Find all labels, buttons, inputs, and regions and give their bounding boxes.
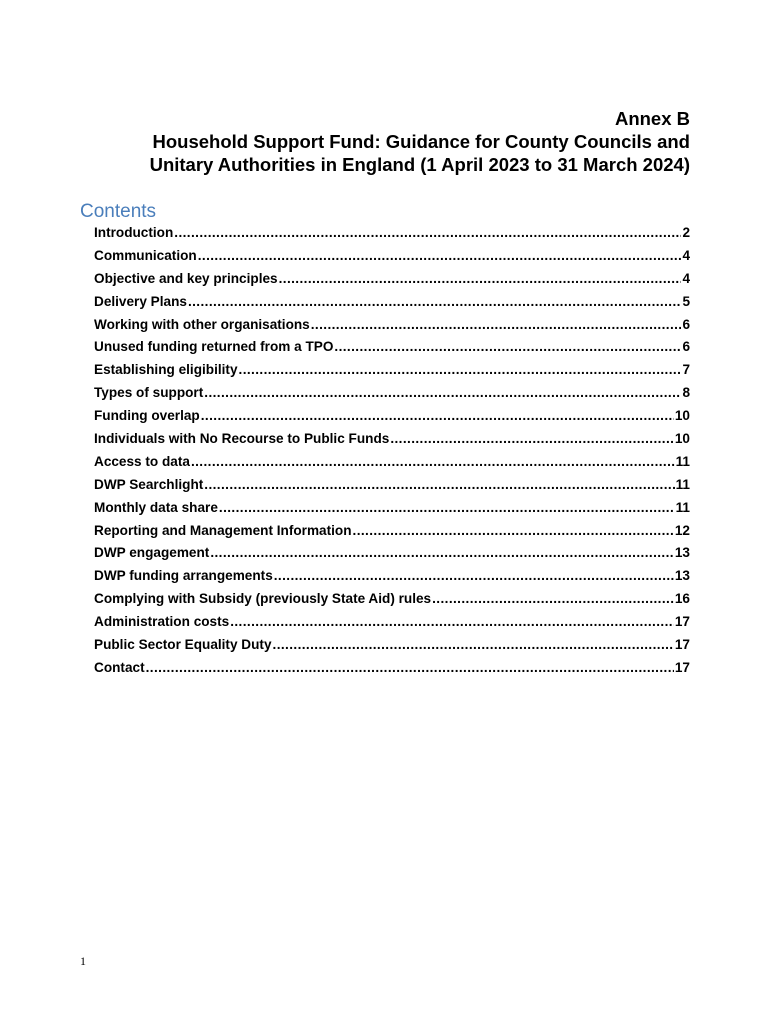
toc-entry[interactable] [94,385,690,408]
toc-entry-title[interactable]: Reporting and Management Information [94,522,352,538]
toc-dot-leader [191,454,675,470]
toc-entry[interactable] [94,225,690,248]
toc-entry-page[interactable]: 17 [674,659,690,675]
contents-heading: Contents [80,201,157,222]
document-header [80,107,690,176]
toc-dot-leader [174,225,681,241]
annex-label: Annex B [614,108,690,129]
toc-entry[interactable] [94,248,690,271]
toc-entry-title[interactable]: Establishing eligibility [94,362,238,378]
toc-dot-leader [239,362,682,378]
toc-dot-leader [219,500,675,516]
toc-dot-leader [210,545,674,561]
toc-dot-leader [198,248,682,264]
toc-entry-title[interactable]: Objective and key principles [94,270,278,286]
toc-entry[interactable] [94,660,690,683]
table-of-contents [94,225,690,683]
toc-entry-title[interactable]: Complying with Subsidy (previously State Aid) rules [94,591,432,607]
toc-entry-page[interactable]: 4 [682,270,690,286]
toc-entry[interactable] [94,431,690,454]
toc-dot-leader [279,271,682,287]
toc-entry[interactable] [94,454,690,477]
toc-entry-page[interactable]: 17 [674,637,690,653]
toc-entry-page[interactable]: 4 [682,247,690,263]
toc-entry-page[interactable]: 13 [674,568,690,584]
toc-entry-page[interactable]: 16 [674,591,690,607]
toc-dot-leader [432,591,674,607]
toc-dot-leader [311,317,682,333]
toc-entry-page[interactable]: 6 [682,316,690,332]
toc-entry[interactable] [94,317,690,340]
toc-entry-title[interactable]: Delivery Plans [94,293,187,309]
toc-entry-page[interactable]: 11 [675,499,690,515]
toc-entry-page[interactable]: 11 [675,476,690,492]
page-number: 1 [80,954,86,968]
toc-entry[interactable] [94,500,690,523]
toc-dot-leader [353,523,674,539]
toc-entry-title[interactable]: Public Sector Equality Duty [94,637,272,653]
toc-entry-title[interactable]: Unused funding returned from a TPO [94,339,334,355]
toc-entry-title[interactable]: Contact [94,659,145,675]
toc-entry-title[interactable]: Administration costs [94,614,230,630]
toc-entry[interactable] [94,339,690,362]
toc-entry[interactable] [94,477,690,500]
toc-entry-page[interactable]: 2 [682,225,690,240]
toc-entry-title[interactable]: Individuals with No Recourse to Public Funds [94,431,390,447]
toc-entry[interactable] [94,637,690,660]
toc-dot-leader [201,408,674,424]
toc-entry-title[interactable]: Introduction [94,225,174,240]
toc-dot-leader [204,385,681,401]
toc-dot-leader [334,339,681,355]
toc-entry-title[interactable]: Working with other organisations [94,316,310,332]
toc-dot-leader [274,568,674,584]
toc-entry-title[interactable]: Communication [94,247,197,263]
toc-entry-page[interactable]: 17 [674,614,690,630]
toc-entry-title[interactable]: Monthly data share [94,499,218,515]
toc-entry[interactable] [94,523,690,546]
toc-entry[interactable] [94,294,690,317]
toc-entry-title[interactable]: Funding overlap [94,408,200,424]
toc-entry-title[interactable]: DWP funding arrangements [94,568,273,584]
toc-entry[interactable] [94,568,690,591]
toc-entry-title[interactable]: DWP engagement [94,545,210,561]
toc-entry-title[interactable]: DWP Searchlight [94,476,204,492]
document-title-line-1: Household Support Fund: Guidance for County Councils and [152,131,690,152]
toc-entry-title[interactable]: Types of support [94,385,204,401]
toc-entry-page[interactable]: 6 [682,339,690,355]
document-title-line-2: Unitary Authorities in England (1 April 2023 to 31 March 2024) [149,154,690,175]
toc-entry[interactable] [94,408,690,431]
toc-entry[interactable] [94,545,690,568]
toc-dot-leader [204,477,674,493]
toc-dot-leader [390,431,674,447]
toc-dot-leader [188,294,681,310]
toc-entry-page[interactable]: 7 [682,362,690,378]
toc-entry[interactable] [94,362,690,385]
toc-dot-leader [146,660,674,676]
toc-entry-page[interactable]: 10 [674,431,690,447]
toc-entry-page[interactable]: 8 [682,385,690,401]
toc-dot-leader [230,614,674,630]
toc-entry-page[interactable]: 5 [682,293,690,309]
toc-dot-leader [273,637,674,653]
toc-entry-page[interactable]: 13 [674,545,690,561]
toc-entry[interactable] [94,614,690,637]
toc-entry[interactable] [94,271,690,294]
toc-entry-page[interactable]: 10 [674,408,690,424]
toc-entry-title[interactable]: Access to data [94,453,190,469]
toc-entry-page[interactable]: 11 [675,453,690,469]
toc-entry-page[interactable]: 12 [674,522,690,538]
toc-entry[interactable] [94,591,690,614]
